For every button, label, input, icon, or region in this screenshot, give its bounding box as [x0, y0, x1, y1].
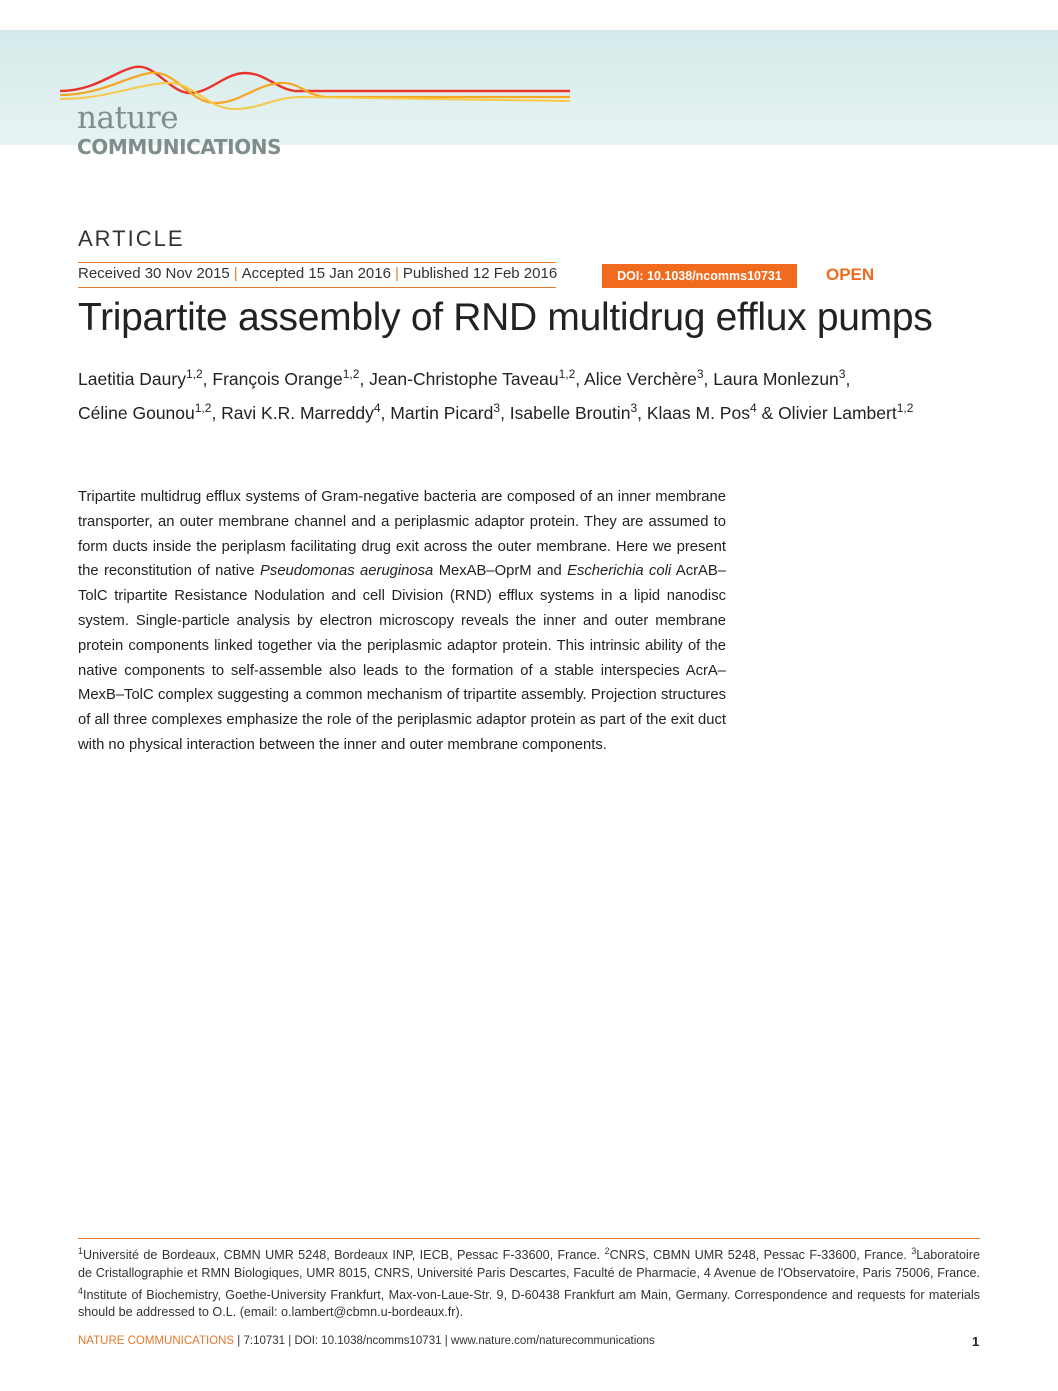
author[interactable]: Laetitia Daury$^{1,2}$ [78, 367, 203, 389]
author[interactable]: Olivier Lambert$^{1,2}$ [778, 400, 914, 423]
species-name: Pseudomonas aeruginosa [260, 563, 434, 580]
abstract: Tripartite multidrug efflux systems of Gram-negative bacteria are composed of an inner membrane transporter, an outer membrane channel and a periplasmic adaptor protein. They are assumed to form ducts inside the periplasm facilitating drug exit across the outer membrane. Here we present the reconstitution of native Pseudomonas aeruginosa MexAB–OprM and Escherichia coli AcrAB–TolC tripartite Resistance Nodulation and cell Division (RND) efflux systems in a lipid nanodisc system. Single-particle analysis by electron microscopy reveals the inner and outer membrane protein components linked together via the periplasmic adaptor protein. This intrinsic ability of the native components to self-assemble also leads to the formation of a stable interspecies AcrA–MexB–TolC complex suggesting a common mechanism of tripartite assembly. Projection structures of all three complexes emphasize the role of the periplasmic adaptor protein as part of the exit duct with no physical interaction between the inner and outer membrane components. [78, 489, 726, 753]
page-footer: NATURE COMMUNICATIONS | 7:10731 | DOI: 10.1038/ncomms10731 | www.nature.com/naturecommunications [78, 1335, 655, 1347]
author[interactable]: Jean-Christophe Taveau$^{1,2}$ [369, 367, 576, 389]
footer-doi[interactable]: DOI: 10.1038/ncomms10731 [294, 1335, 442, 1347]
author[interactable]: Laura Monlezun$^3$ [713, 367, 846, 389]
author[interactable]: Klaas M. Pos$^4$ [646, 400, 757, 423]
open-access-label: OPEN [826, 265, 875, 284]
publication-dates [78, 265, 557, 282]
page-number: 1 [972, 1334, 980, 1349]
affiliations-rule [78, 1238, 980, 1239]
logo-nature-text: nature [77, 100, 179, 136]
date-separator: | [233, 265, 238, 282]
affiliations: $^1$Université de Bordeaux, CBMN UMR 5248, Bordeaux INP, IECB, Pessac F-33600, France. $^2$CNRS, CBMN UMR 5248, Pessac F-33600, France. $^3$Laboratoire de Cristallographie et RMN Biologiques, UMR 8015, CNRS, Université Paris Descartes, Faculté de Pharmacie, 4 Avenue de l'Observatoire, Paris 75006, France. $^4$Institute of Biochemistry, Goethe-University Frankfurt, Max-von-Laue-Str. 9, D-60438 Frankfurt am Main, Germany. Correspondence and requests for materials should be addressed to O.L. (email: o.lambert@cbmn.u-bordeaux.fr). [78, 1246, 980, 1320]
dates-top-rule [78, 262, 556, 263]
species-name: Escherichia coli [567, 563, 672, 580]
author-list: Laetitia Daury$^{1,2}$, François Orange$^{1,2}$, Jean-Christophe Taveau$^{1,2}$, Alice Verchère$^3$, Laura Monlezun$^3$, Céline Gounou$^{1,2}$, Ravi K.R. Marreddy$^4$, Martin Picard$^3$, Isabelle Broutin$^3$, Klaas M. Pos$^4$ & Olivier Lambert$^{1,2}$ [78, 367, 914, 423]
accepted-date: Accepted 15 Jan 2016 [241, 265, 391, 282]
footer-volume: 7:10731 [243, 1335, 286, 1347]
footer-journal: NATURE COMMUNICATIONS [78, 1335, 235, 1347]
logo-communications-text: COMMUNICATIONS [77, 135, 282, 159]
doi-badge[interactable]: DOI: 10.1038/ncomms10731 [602, 264, 797, 288]
published-date: Published 12 Feb 2016 [402, 265, 558, 282]
author[interactable]: Isabelle Broutin$^3$ [509, 400, 638, 423]
correspondence: Correspondence and requests for materials should be addressed to O.L. (email: o.lambert@cbmn.u-bordeaux.fr). [78, 1287, 980, 1320]
received-date: Received 30 Nov 2015 [78, 265, 230, 282]
footer-url[interactable]: www.nature.com/naturecommunications [450, 1335, 655, 1347]
author[interactable]: Alice Verchère$^3$ [584, 367, 704, 389]
masthead-banner [0, 30, 1058, 159]
article-type-label: ARTICLE [78, 226, 185, 251]
author[interactable]: Ravi K.R. Marreddy$^4$ [221, 400, 381, 423]
dates-bottom-rule [78, 287, 556, 288]
date-separator: | [394, 265, 399, 282]
author[interactable]: Martin Picard$^3$ [390, 400, 501, 423]
article-title: Tripartite assembly of RND multidrug efflux pumps [78, 296, 933, 339]
author[interactable]: François Orange$^{1,2}$ [212, 367, 360, 389]
author[interactable]: Céline Gounou$^{1,2}$ [78, 400, 212, 423]
